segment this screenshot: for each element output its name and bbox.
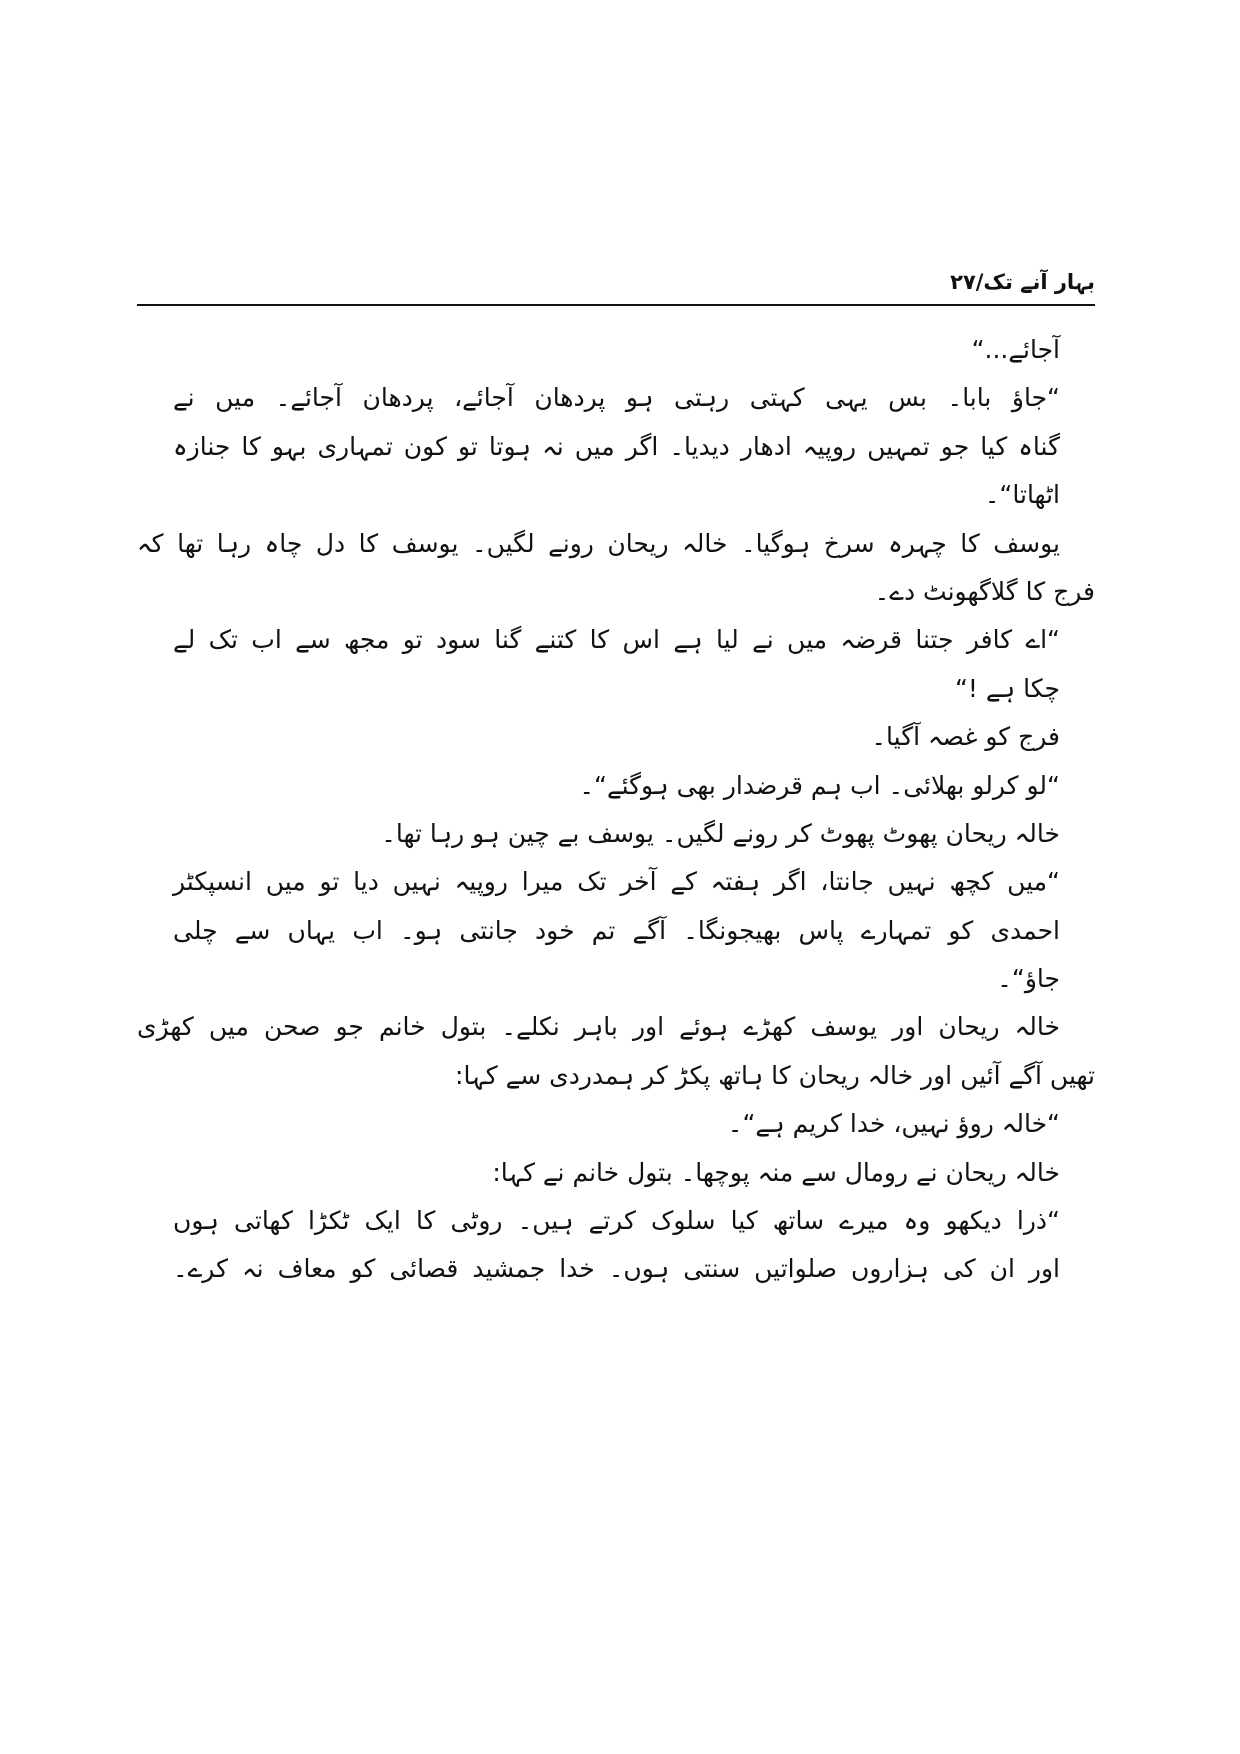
paragraph	[137, 616, 1095, 713]
text-line: اور ان کی ہزاروں صلواتیں سنتی ہوں۔ خدا جمشید قصائی کو معاف نہ کرے۔	[173, 1254, 1060, 1284]
paragraph	[137, 810, 1095, 858]
paragraph	[137, 713, 1095, 761]
text-line: خالہ ریحان نے رومال سے منہ پوچھا۔ بتول خانم نے کہا:	[492, 1157, 1060, 1187]
paragraph	[137, 1197, 1095, 1294]
paragraph	[137, 520, 1095, 617]
page-body	[137, 326, 1095, 1294]
paragraph	[137, 1100, 1095, 1148]
text-line: گناہ کیا جو تمہیں روپیہ ادھار دیدیا۔ اگر میں نہ ہوتا تو کون تمہاری بہو کا جنازہ	[173, 431, 1060, 461]
running-header	[950, 266, 1095, 298]
text-line: “اے کافر جتنا قرضہ میں نے لیا ہے اس کا کتنے گنا سود تو مجھ سے اب تک لے	[173, 625, 1060, 655]
text-line: “میں کچھ نہیں جانتا، اگر ہفتہ کے آخر تک میرا روپیہ نہیں دیا تو میں انسپکٹر	[173, 867, 1060, 897]
paragraph	[137, 374, 1095, 519]
text-line: اٹھاتا“۔	[984, 480, 1060, 510]
text-line: “جاؤ بابا۔ بس یہی کہتی رہتی ہو پردھان آجائے، پردھان آجائے۔ میں نے	[173, 383, 1060, 413]
text-line: “لو کرلو بھلائی۔ اب ہم قرضدار بھی ہوگئے“۔	[579, 770, 1060, 800]
text-line: “خالہ روؤ نہیں، خدا کریم ہے“۔	[727, 1109, 1060, 1139]
header-rule	[137, 304, 1095, 306]
running-header-title: بہار آنے تک/۲۷	[950, 270, 1095, 294]
text-line: احمدی کو تمہارے پاس بھیجونگا۔ آگے تم خود جانتی ہو۔ اب یہاں سے چلی	[173, 915, 1060, 945]
paragraph	[137, 1003, 1095, 1100]
paragraph	[137, 326, 1095, 374]
text-line: “ذرا دیکھو وہ میرے ساتھ کیا سلوک کرتے ہیں۔ روٹی کا ایک ٹکڑا کھاتی ہوں	[173, 1206, 1060, 1236]
text-line: آجائے...“	[971, 335, 1060, 364]
text-line: چکا ہے !“	[954, 673, 1060, 703]
paragraph	[137, 1149, 1095, 1197]
text-line: یوسف کا چہرہ سرخ ہوگیا۔ خالہ ریحان رونے لگیں۔ یوسف کا دل چاہ رہا تھا کہ	[137, 528, 1060, 558]
text-line: فرج کو غصہ آگیا۔	[871, 722, 1060, 752]
paragraph	[137, 858, 1095, 1003]
text-line: خالہ ریحان اور یوسف کھڑے ہوئے اور باہر نکلے۔ بتول خانم جو صحن میں کھڑی	[137, 1012, 1060, 1042]
paragraph	[137, 762, 1095, 810]
text-line: خالہ ریحان پھوٹ پھوٹ کر رونے لگیں۔ یوسف بے چین ہو رہا تھا۔	[381, 818, 1060, 848]
text-line: تھیں آگے آئیں اور خالہ ریحان کا ہاتھ پکڑ کر ہمدردی سے کہا:	[455, 1060, 1095, 1090]
text-line: فرج کا گلاگھونٹ دے۔	[874, 576, 1095, 606]
text-line: جاؤ“۔	[997, 964, 1060, 994]
